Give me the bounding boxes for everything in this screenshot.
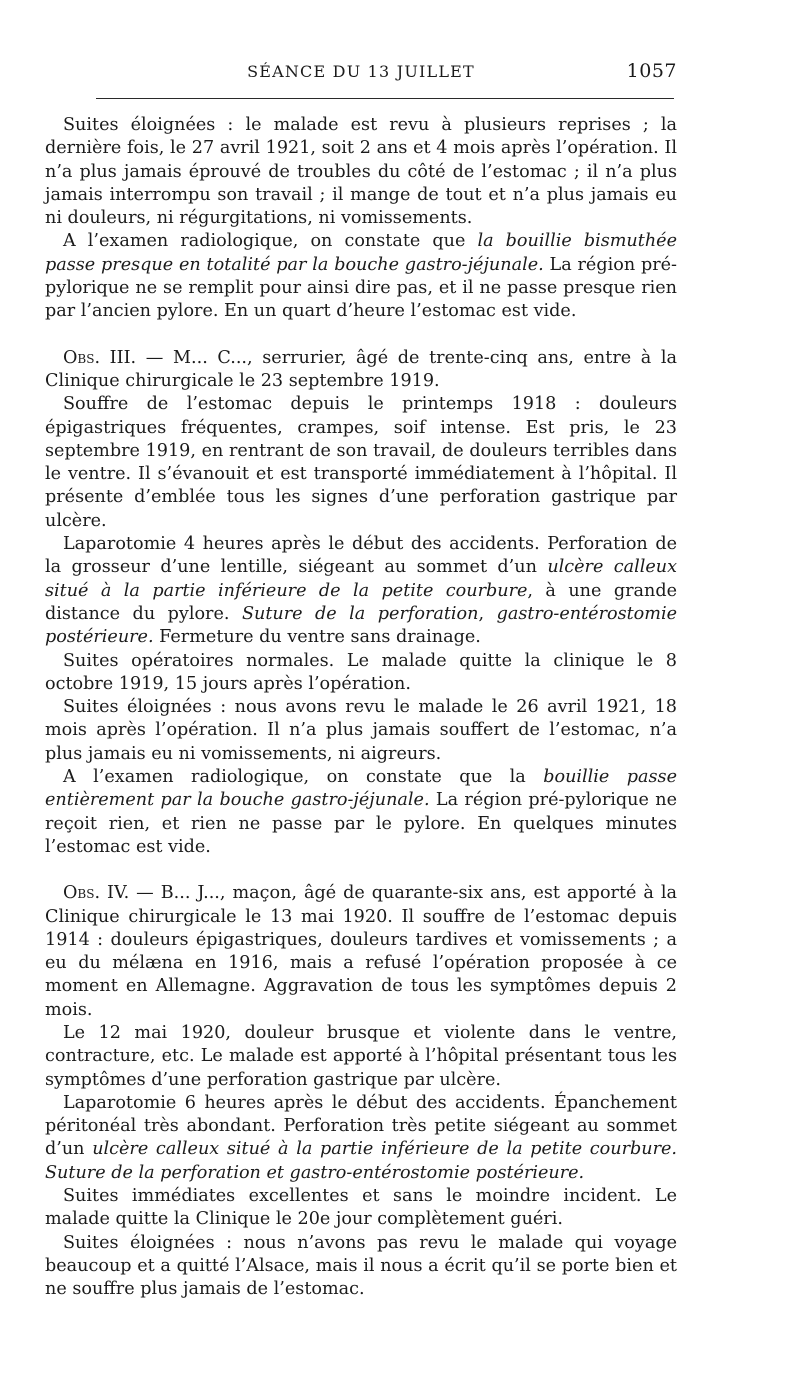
header-rule bbox=[96, 98, 674, 99]
section-gap bbox=[45, 859, 677, 882]
paragraph-suites-eloignees-obs3: Suites éloignées : nous avons revu le malade le 26 avril 1921, 18 mois après l’opération. Il n’a plus jamais souffert de l’estomac, n’a plus jamais eu ni vomissements, ni aigreurs. bbox=[45, 697, 677, 764]
observation-4-heading bbox=[45, 882, 677, 1022]
page-header bbox=[45, 58, 677, 88]
paragraph-laparotomy-obs3 bbox=[45, 533, 677, 649]
italic-span: ulcère calleux situé à la partie inférieure de la petite courbure. Suture de la perforation et gastro-entérostomie postérieure. bbox=[45, 1139, 677, 1183]
italic-span: ulcère calleux situé à la partie inférieure de la petite courbure bbox=[45, 557, 677, 601]
paragraph-history-obs3: Souffre de l’estomac depuis le printemps 1918 : douleurs épigastriques fréquentes, crampes, soif intense. Est pris, le 23 septembre 1919, en rentrant de son travail, de douleurs terribles dans le ventre. Il s’évanouit et est transporté immédiatement à l’hôpital. Il présente d’emblée tous les signes d’une perforation gastrique par ulcère. bbox=[45, 394, 677, 531]
text-span: La région pré-pylorique ne se remplit pour ainsi dire pas, et il ne passe presque rien par l’ancien pylore. En un quart d’heure l’estomac est vide. bbox=[45, 254, 677, 322]
text-span: , à une grande distance du pylore. bbox=[45, 580, 677, 624]
paragraph-suites-eloignees-obs4: Suites éloignées : nous n’avons pas revu le malade qui voyage beaucoup et a quitté l’Alsace, mais il nous a écrit qu’il se porte bien et ne souffre plus jamais de l’estomac. bbox=[45, 1232, 677, 1300]
paragraph-onset-obs4: Le 12 mai 1920, douleur brusque et violente dans le ventre, contracture, etc. Le malade est apporté à l’hôpital présentant tous les symptômes d’une perforation gastrique par ulcère. bbox=[45, 1022, 677, 1090]
paragraph-suites-immediates-obs4: Suites immédiates excellentes et sans le moindre incident. Le malade quitte la Clinique le 20e jour complètement guéri. bbox=[45, 1186, 677, 1230]
running-head: SÉANCE DU 13 JUILLET bbox=[247, 62, 475, 81]
italic-span: bouillie passe entièrement par la bouche gastro-jéjunale. bbox=[45, 767, 677, 811]
italic-span: gastro-entérostomie postérieure. bbox=[45, 603, 678, 648]
text-span: A l’examen radiologique, on constate que la bbox=[63, 767, 544, 788]
paragraph-radiology-obs3 bbox=[45, 766, 677, 859]
paragraph-suites-eloignees-obs2: Suites éloignées : le malade est revu à plusieurs reprises ; la dernière fois, le 27 avril 1921, soit 2 ans et 4 mois après l’opération. Il n’a plus jamais éprouvé de troubles du côté de l’estomac ; il n’a plus jamais interrompu son travail ; il mange de tout et n’a plus jamais eu ni douleurs, ni régurgitations, ni vomissements. bbox=[45, 115, 677, 229]
text-span: Fermeture du ventre sans drainage. bbox=[153, 627, 481, 648]
text-span: A l’examen radiologique, on constate que bbox=[63, 231, 478, 252]
body-text bbox=[45, 114, 677, 1302]
text-span: La région pré-pylorique ne reçoit rien, et rien ne passe par le pylore. En quelques minutes l’estomac est vide. bbox=[45, 790, 677, 857]
paragraph-suites-operatoires-obs3: Suites opératoires normales. Le malade quitte la clinique le 8 octobre 1919, 15 jours après l’opération. bbox=[45, 650, 677, 694]
observation-label: Obs. III. bbox=[63, 347, 137, 368]
paragraph-radiology-obs2 bbox=[45, 230, 677, 323]
page-number: 1057 bbox=[626, 60, 677, 82]
text-span: — B... J..., maçon, âgé de quarante-six ans, est apporté à la Clinique chirurgicale le 13 mai 1920. Il souffre de l’estomac depuis 1914 : douleurs épigastriques, douleurs tardives et vomissements ; a eu du mélæna en 1916, mais a refusé l’opération proposée à ce moment en Allemagne. Aggravation de tous les symptômes depuis 2 mois. bbox=[45, 883, 677, 1020]
italic-span: la bouillie bismuthée passe presque en totalité par la bouche gastro-jéjunale. bbox=[45, 231, 677, 275]
section-gap bbox=[45, 324, 677, 347]
observation-label: Obs. IV. bbox=[63, 883, 130, 904]
text-span: , bbox=[478, 603, 497, 624]
paragraph-laparotomy-obs4 bbox=[45, 1092, 677, 1185]
text-span: Laparotomie 6 heures après le début des accidents. Épanchement péritonéal très abondant. Perforation très petite siégeant au sommet d’un bbox=[45, 1092, 677, 1160]
observation-3-heading bbox=[45, 347, 677, 394]
italic-span: Suture de la perforation bbox=[241, 603, 479, 624]
text-span: — M... C..., serrurier, âgé de trente-cinq ans, entre à la Clinique chirurgicale le 23 septembre 1919. bbox=[45, 347, 678, 391]
text-span: Laparotomie 4 heures après le début des accidents. Perforation de la grosseur d’une lentille, siégeant au sommet d’un bbox=[45, 534, 677, 578]
